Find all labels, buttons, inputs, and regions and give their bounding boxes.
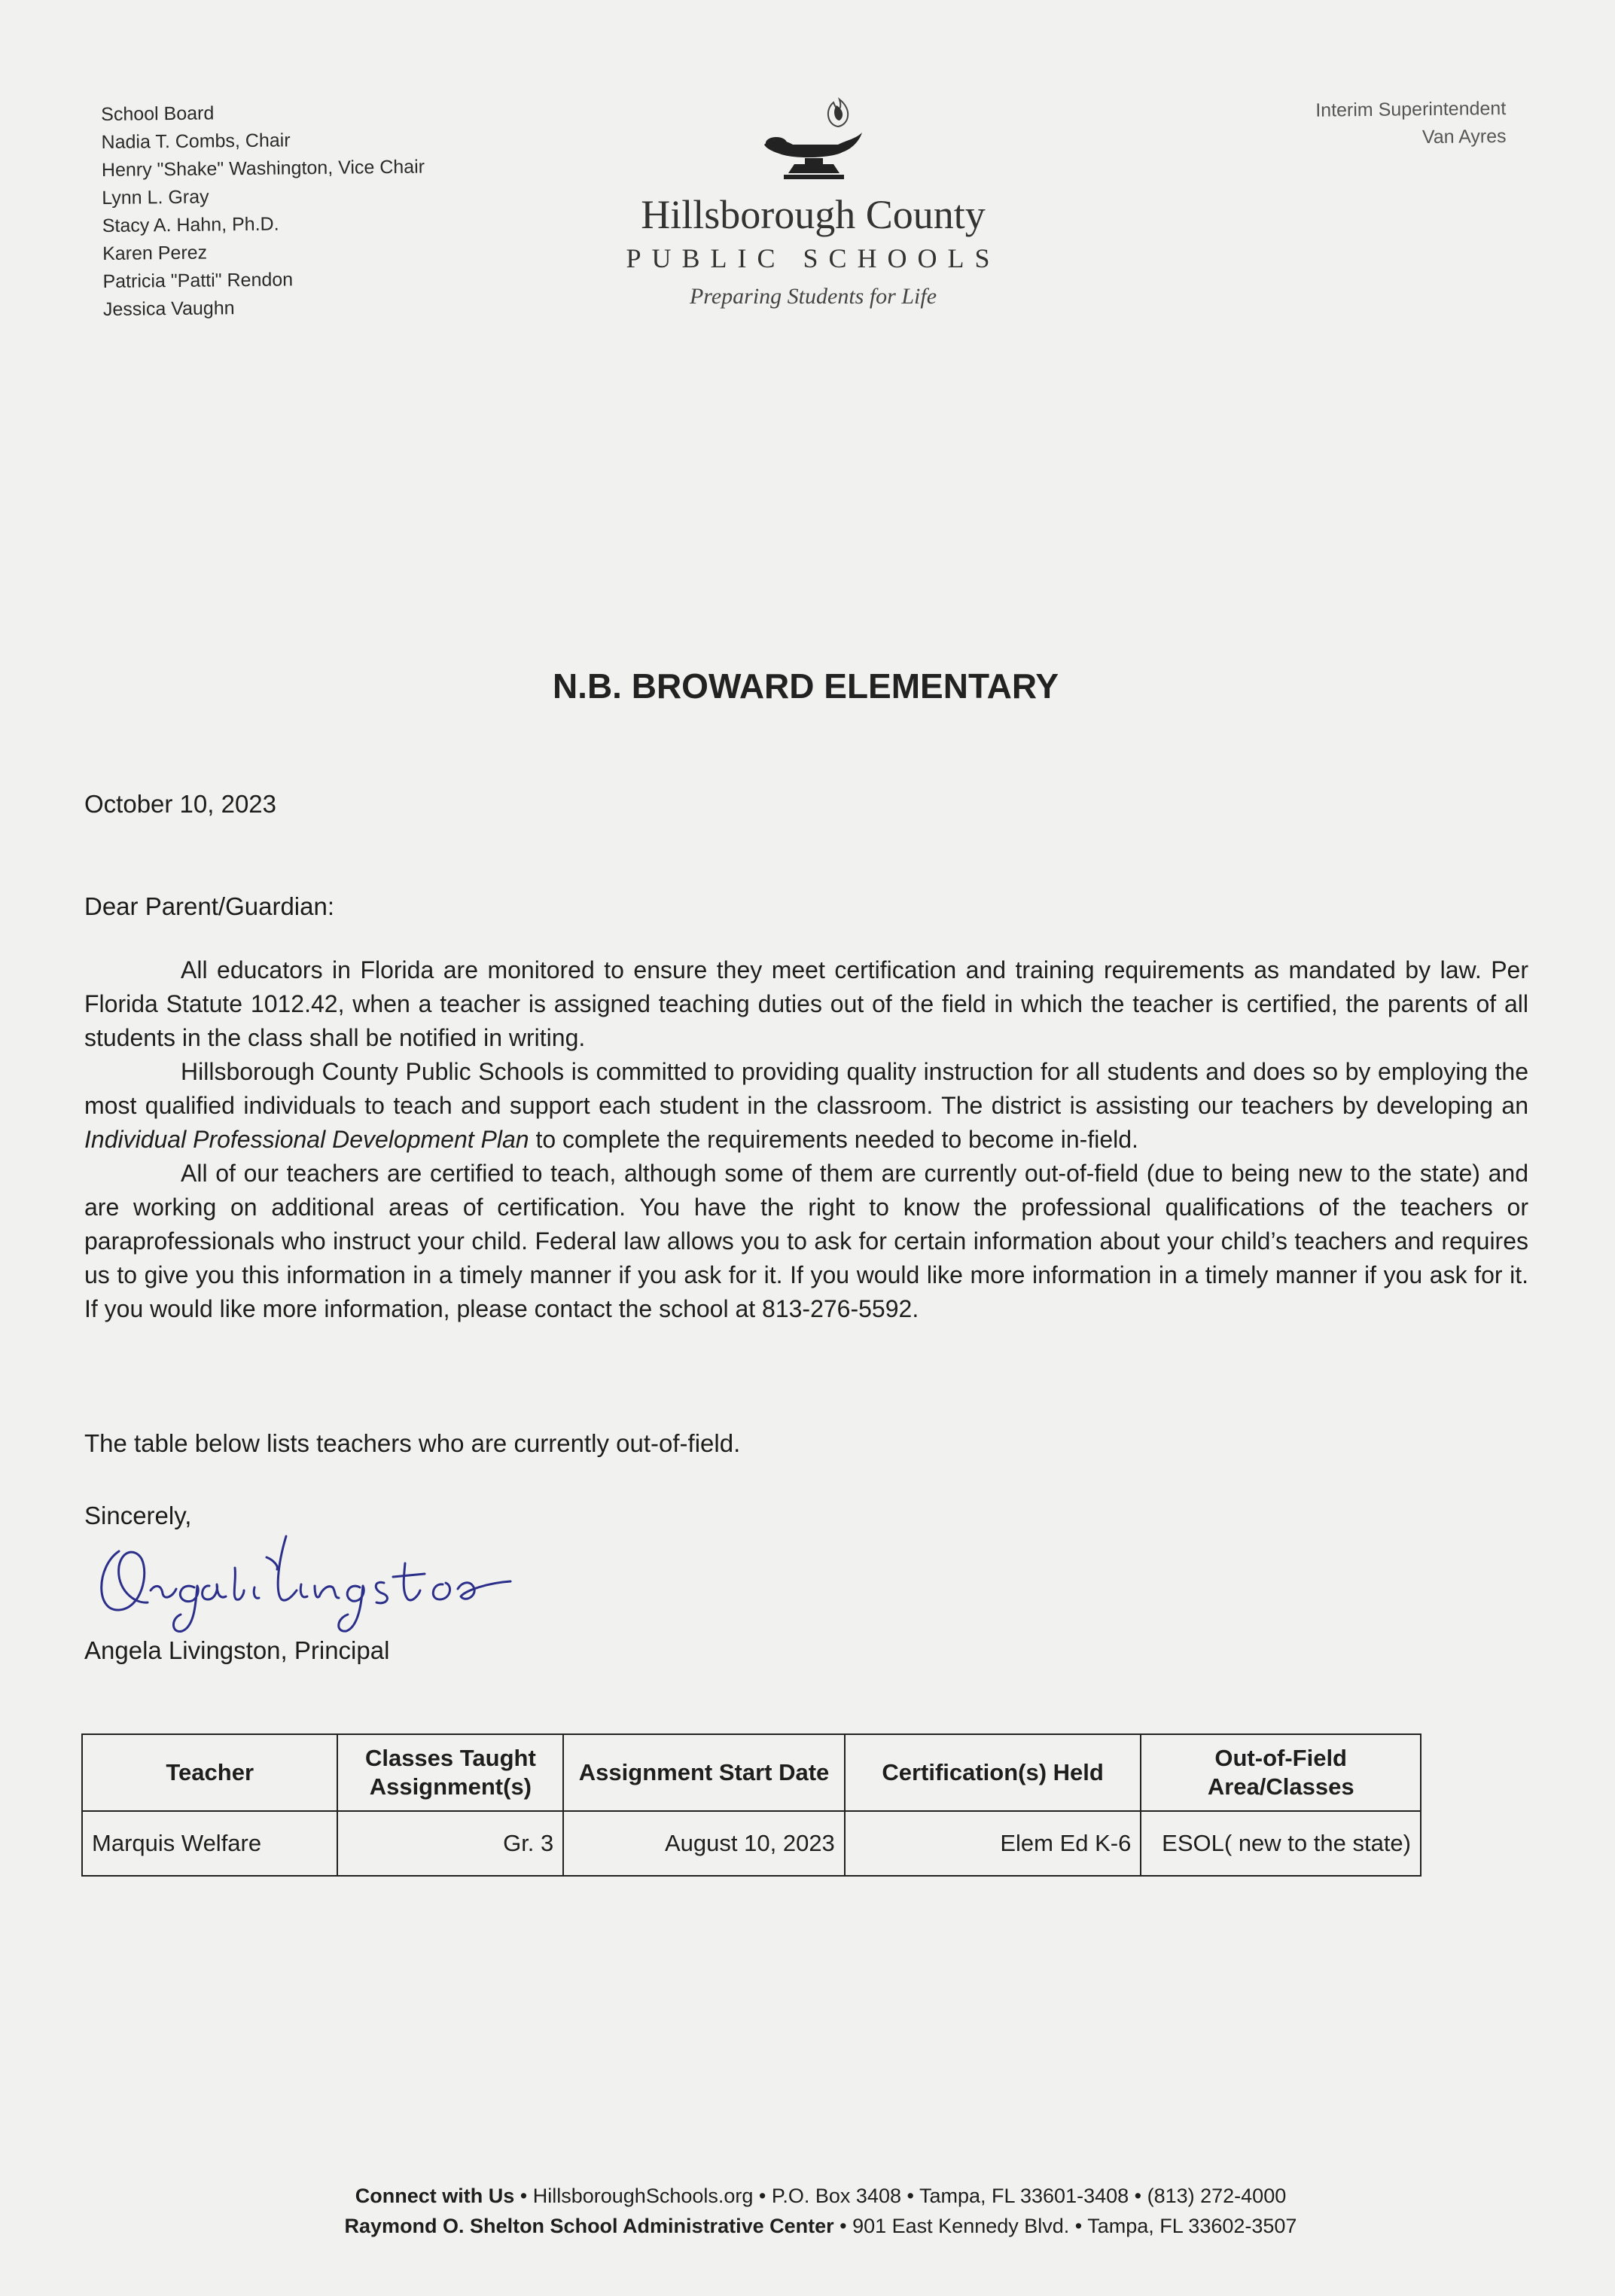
logo-tagline: Preparing Students for Life [689,284,937,309]
superintendent-name: Van Ayres [1422,125,1507,148]
paragraph-2-text: Hillsborough County Public Schools is committed to providing quality instruction for all students and does so by employing the most qualified individuals to teach and support each student in the classroom. The district is assisting our teachers by developing an [84,1058,1528,1119]
board-member: Lynn L. Gray [102,186,209,209]
cell-teacher: Marquis Welfare [82,1811,337,1876]
superintendent-title: Interim Superintendent [1315,97,1507,121]
board-member: Stacy A. Hahn, Ph.D. [102,213,279,236]
salutation: Dear Parent/Guardian: [84,892,335,920]
letter-footer [181,2181,1461,2241]
paragraph-2-text: to complete the requirements needed to become in-field. [529,1126,1138,1153]
footer-contact-info: • HillsboroughSchools.org • P.O. Box 3408 • Tampa, FL 33601-3408 • (813) 272-4000 [514,2185,1287,2207]
header-classes-taught: Classes Taught Assignment(s) [337,1734,563,1811]
logo-name: Hillsborough County [641,192,986,237]
table-intro: The table below lists teachers who are currently out-of-field. [84,1429,741,1457]
school-board-list [101,96,525,324]
header-certifications: Certification(s) Held [845,1734,1141,1811]
board-member: Patricia "Patti" Rendon [102,269,294,292]
board-member: Nadia T. Combs, Chair [101,130,291,153]
plan-name: Individual Professional Development Plan [84,1126,529,1153]
cell-out-of-field-area: ESOL( new to the state) [1141,1811,1421,1876]
cell-start-date: August 10, 2023 [563,1811,845,1876]
paragraph-2 [84,1055,1528,1157]
lamp-of-learning-icon [749,95,877,190]
table-header-row [82,1734,1421,1811]
board-title: School Board [101,102,215,125]
footer-connect-label: Connect with Us [355,2185,515,2207]
footer-line-2 [181,2211,1461,2241]
district-logo [595,95,1031,312]
footer-line-1 [181,2181,1461,2211]
letter-date: October 10, 2023 [84,790,277,818]
board-member: Henry "Shake" Washington, Vice Chair [101,156,425,181]
paragraph-3: All of our teachers are certified to teach, although some of them are currently out-of-field (due to being new to the state) and are working on additional areas of certification. You have the right to know the professional qualifications of the teachers or paraprofessionals who instruct your child. Federal law allows you to ask for certain information about your child’s teachers and requires us to give you this information in a timely manner if you ask for it. If you would like more information in a timely manner if you ask for it. If you would like more information, please contact the school at 813-276-5592. [84,1160,1528,1322]
table-row [82,1811,1421,1876]
cell-certifications: Elem Ed K-6 [845,1811,1141,1876]
out-of-field-table [81,1733,1422,1877]
principal-signature [89,1521,556,1634]
signer-name: Angela Livingston, Principal [84,1636,390,1664]
paragraph-1: All educators in Florida are monitored to ensure they meet certification and training requirements as mandated by law. Per Florida Statute 1012.42, when a teacher is assigned teaching duties out of the field in which the teacher is certified, the parents of all students in the class shall be notified in writing. [84,956,1528,1051]
footer-address: • 901 East Kennedy Blvd. • Tampa, FL 33602-3507 [833,2215,1297,2237]
school-name: N.B. BROWARD ELEMENTARY [552,666,1059,706]
header-start-date: Assignment Start Date [563,1734,845,1811]
superintendent-block [1205,95,1507,154]
logo-subtitle: PUBLIC SCHOOLS [626,243,1001,273]
board-member: Karen Perez [102,242,208,264]
header-out-of-field-area: Out-of-Field Area/Classes [1141,1734,1421,1811]
header-teacher: Teacher [82,1734,337,1811]
letter-body [84,953,1528,1326]
board-member: Jessica Vaughn [102,297,235,320]
cell-classes-taught: Gr. 3 [337,1811,563,1876]
footer-admin-center: Raymond O. Shelton School Administrative Center [344,2215,834,2237]
closing: Sincerely, [84,1502,192,1529]
